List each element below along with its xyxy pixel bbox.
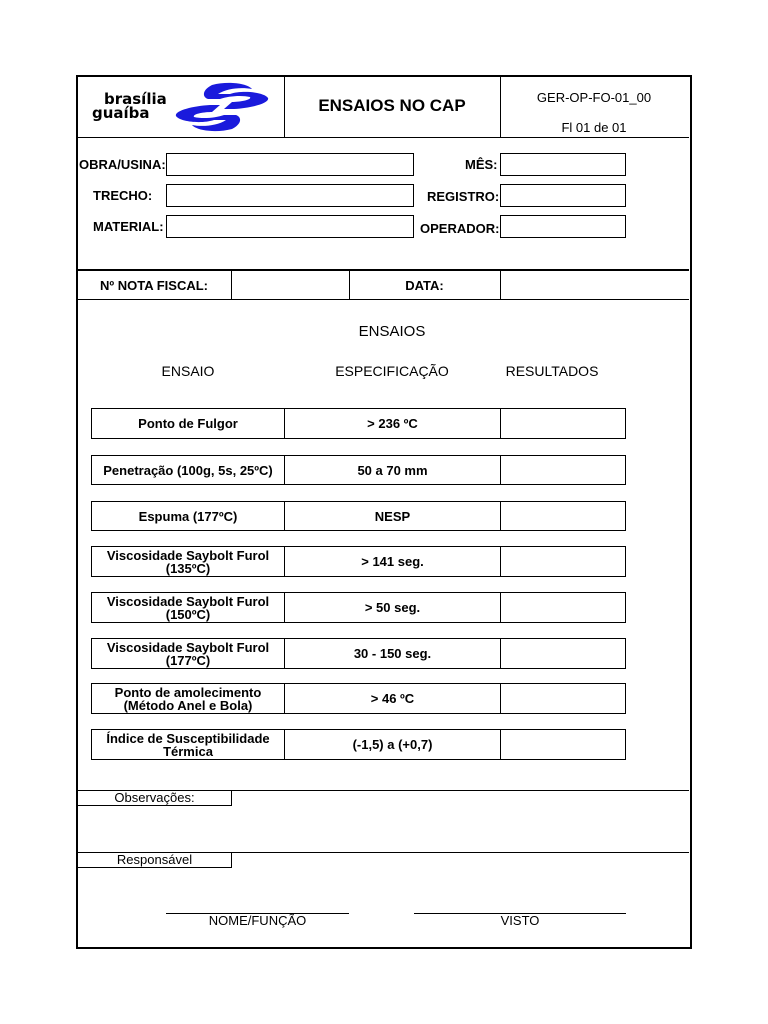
responsible-label: Responsável	[116, 852, 193, 867]
company-logo	[90, 82, 275, 132]
data-label: DATA:	[405, 278, 444, 293]
test-spec: 30 - 150 seg.	[284, 638, 501, 669]
test-result-field[interactable]	[500, 546, 626, 577]
invoice-bottom-divider	[77, 299, 689, 300]
trecho-field[interactable]	[166, 184, 414, 207]
document-code: GER-OP-FO-01_00	[536, 90, 652, 105]
visto-label: VISTO	[500, 913, 540, 928]
logo-text-line2: guaíba	[92, 104, 150, 122]
test-name: Índice de Susceptibilidade Térmica	[91, 729, 285, 760]
test-spec: 50 a 70 mm	[284, 455, 501, 485]
test-result-field[interactable]	[500, 408, 626, 439]
page-title: ENSAIOS NO CAP	[318, 96, 466, 115]
material-field[interactable]	[166, 215, 414, 238]
observations-field[interactable]	[78, 807, 688, 851]
test-name: Ponto de Fulgor	[91, 408, 285, 439]
registro-field[interactable]	[500, 184, 626, 207]
data-field[interactable]	[501, 271, 688, 299]
test-result-field[interactable]	[500, 683, 626, 714]
nota-fiscal-field[interactable]	[232, 271, 349, 299]
test-spec: (-1,5) a (+0,7)	[284, 729, 501, 760]
test-name: Penetração (100g, 5s, 25ºC)	[91, 455, 285, 485]
column-header-ensaio: ENSAIO	[161, 363, 215, 379]
mes-label: MÊS:	[465, 157, 498, 172]
tests-section-title: ENSAIOS	[358, 323, 426, 340]
test-name: Ponto de amolecimento (Método Anel e Bola)	[91, 683, 285, 714]
test-result-field[interactable]	[500, 729, 626, 760]
test-result-field[interactable]	[500, 501, 626, 531]
test-name: Viscosidade Saybolt Furol (135ºC)	[91, 546, 285, 577]
test-spec: NESP	[284, 501, 501, 531]
test-name: Espuma (177ºC)	[91, 501, 285, 531]
obra-label: OBRA/USINA:	[79, 157, 166, 172]
trecho-label: TRECHO:	[93, 188, 153, 203]
test-spec: > 141 seg.	[284, 546, 501, 577]
test-spec: > 236 ºC	[284, 408, 501, 439]
column-header-resultados: RESULTADOS	[505, 363, 599, 379]
nota-fiscal-label: Nº NOTA FISCAL:	[99, 278, 208, 293]
test-name: Viscosidade Saybolt Furol (150ºC)	[91, 592, 285, 623]
test-result-field[interactable]	[500, 592, 626, 623]
name-function-label: NOME/FUNÇÃO	[208, 913, 307, 928]
mes-field[interactable]	[500, 153, 626, 176]
column-header-especificacao: ESPECIFICAÇÃO	[335, 363, 449, 379]
header-divider	[77, 137, 689, 138]
observations-tab	[77, 790, 232, 806]
registro-label: REGISTRO:	[427, 189, 500, 204]
sheet-number: Fl 01 de 01	[561, 120, 627, 135]
logo-text-line1: brasília	[104, 90, 167, 108]
test-result-field[interactable]	[500, 638, 626, 669]
material-label: MATERIAL:	[93, 219, 164, 234]
logo-mark-icon	[172, 82, 272, 132]
test-name: Viscosidade Saybolt Furol (177ºC)	[91, 638, 285, 669]
observations-label: Observações:	[114, 790, 195, 805]
operador-label: OPERADOR:	[420, 221, 500, 236]
test-spec: > 46 ºC	[284, 683, 501, 714]
obra-field[interactable]	[166, 153, 414, 176]
operador-field[interactable]	[500, 215, 626, 238]
test-spec: > 50 seg.	[284, 592, 501, 623]
responsible-tab	[77, 852, 232, 868]
test-result-field[interactable]	[500, 455, 626, 485]
